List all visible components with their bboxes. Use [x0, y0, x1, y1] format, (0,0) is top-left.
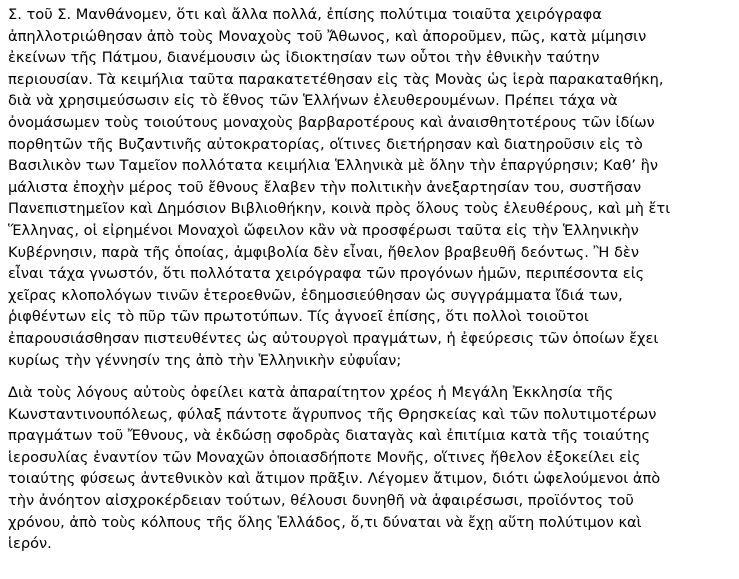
text-line: ἱερόν.: [8, 535, 52, 553]
paragraph-2: [8, 382, 736, 555]
text-line: Ἕλληνας, οἱ εἰρημένοι Μοναχοὶ ὤφειλον κἂν νὰ προσφέρωσι ταῦτα εἰς τὴν Ἑλληνικὴν: [8, 221, 639, 239]
text-line: ῥιφθέντων εἰς τὸ πῦρ τῶν πρωτοτύπων. Τίς ἀγνοεῖ ἐπίσης, ὅτι πολλοὶ τοιοῦτοι: [8, 308, 589, 326]
text-line: ἱεροσυλίας ἐναντίον τῶν Μοναχῶν ὁποιασδήποτε Μονῆς, οἵτινες ἤθελον ἐξοκείλει εἰς: [8, 448, 641, 466]
text-line: Διὰ τοὺς λόγους αὐτοὺς ὀφείλει κατὰ ἀπαραίτητον χρέος ἡ Μεγάλη Ἐκκλησία τῆς: [8, 384, 614, 402]
text-line: ἀπηλλοτριώθησαν ἀπὸ τοὺς Μοναχοὺς τοῦ Ἄθωνος, καὶ ἀποροῦμεν, πῶς, κατὰ μίμησιν: [8, 27, 647, 45]
text-line: Σ. τοῦ Σ. Μανθάνομεν, ὅτι καὶ ἄλλα πολλά, ἐπίσης πολύτιμα τοιαῦτα χειρόγραφα: [8, 6, 602, 23]
text-line: πραγμάτων τοῦ Ἔθνους, νὰ ἐκδώσῃ σφοδρὰς διαταγὰς καὶ ἐπιτίμια κατὰ τῆς τοιαύτης: [8, 427, 651, 445]
text-line: ἐκείνων τῆς Πάτμου, διανέμουσιν ὡς ἰδιοκτησίαν των οὗτοι τὴν ἐθνικὴν ταύτην: [8, 49, 600, 67]
text-line: πορθητῶν τῆς Βυζαντινῆς αὐτοκρατορίας, οἵτινες διετήρησαν καὶ διατηροῦσιν εἰς τὸ: [8, 135, 643, 153]
text-line: τοιαύτης φύσεως ἀντεθνικὸν καὶ ἄτιμον πρᾶξιν. Λέγομεν ἄτιμον, διότι ὠφελούμενοι ἀπὸ: [8, 470, 661, 488]
paragraph-1: [8, 4, 736, 371]
text-line: ὀνομάσωμεν τοὺς τοιούτους μοναχοὺς βαρβαροτέρους καὶ ἀναισθητοτέρους τῶν ἰδίων: [8, 113, 655, 131]
document-body: [8, 4, 736, 555]
text-line: Κωνσταντινουπόλεως, φύλαξ πάντοτε ἄγρυπνος τῆς Θρησκείας καὶ τῶν πολυτιμοτέρων: [8, 405, 657, 423]
text-line: χεῖρας κλοπολόγων τινῶν ἑτεροεθνῶν, ἐδημοσιεύθησαν ὡς συγγράμματα ἴδιά των,: [8, 286, 623, 304]
text-line: τὴν ἀνόητον αἰσχροκέρδειαν τούτων, θέλουσι δυνηθῆ νὰ ἀφαιρέσωσι, προϊόντος τοῦ: [8, 492, 634, 510]
text-line: χρόνου, ἀπὸ τοὺς κόλπους τῆς ὅλης Ἑλλάδος, ὅ,τι δύναται νὰ ἔχῃ αὕτη πολύτιμον καὶ: [8, 513, 642, 531]
text-line: ἐπαρουσιάσθησαν πιστευθέντες ὡς αὐτουργοὶ πραγμάτων, ἡ ἐφεύρεσις τῶν ὁποίων ἔχει: [8, 329, 659, 347]
text-line: Πανεπιστημεῖον καὶ Δημόσιον Βιβλιοθήκην, κοινὰ πρὸς ὅλους τοὺς ἐλευθέρους, καὶ μὴ ἔτι: [8, 200, 671, 218]
text-line: περιουσίαν. Τὰ κειμήλια ταῦτα παρακατετέθησαν εἰς τὰς Μονὰς ὡς ἱερὰ παρακαταθήκη,: [8, 70, 664, 88]
paragraph-separator: [8, 371, 736, 382]
text-line: κυρίως τὴν γέννησίν της ἀπὸ τὴν Ἑλληνικὴν εὐφυΐαν;: [8, 351, 402, 369]
text-line: εἶναι τάχα γνωστόν, ὅτι πολλότατα χειρόγραφα τῶν προγόνων ἡμῶν, περιπέσοντα εἰς: [8, 265, 645, 283]
text-line: Βασιλικὸν των Ταμεῖον πολλότατα κειμήλια Ἑλληνικὰ μὲ ὅλην τὴν ἐπαργύρησιν; Καθ’ ἣν: [8, 157, 658, 175]
text-line: διὰ νὰ χρησιμεύσωσιν εἰς τὸ ἔθνος τῶν Ἑλλήνων ἐλευθερουμένων. Πρέπει τάχα νὰ: [8, 92, 618, 110]
text-line: μάλιστα ἐποχὴν μέρος τοῦ ἔθνους ἔλαβεν τὴν πολιτικὴν ἀνεξαρτησίαν του, συστῆσαν: [8, 178, 642, 196]
text-line: Κυβέρνησιν, παρὰ τῆς ὁποίας, ἀμφιβολία δὲν εἶναι, ἤθελον βραβευθῆ δεόντως. Ἢ δὲν: [8, 243, 639, 261]
